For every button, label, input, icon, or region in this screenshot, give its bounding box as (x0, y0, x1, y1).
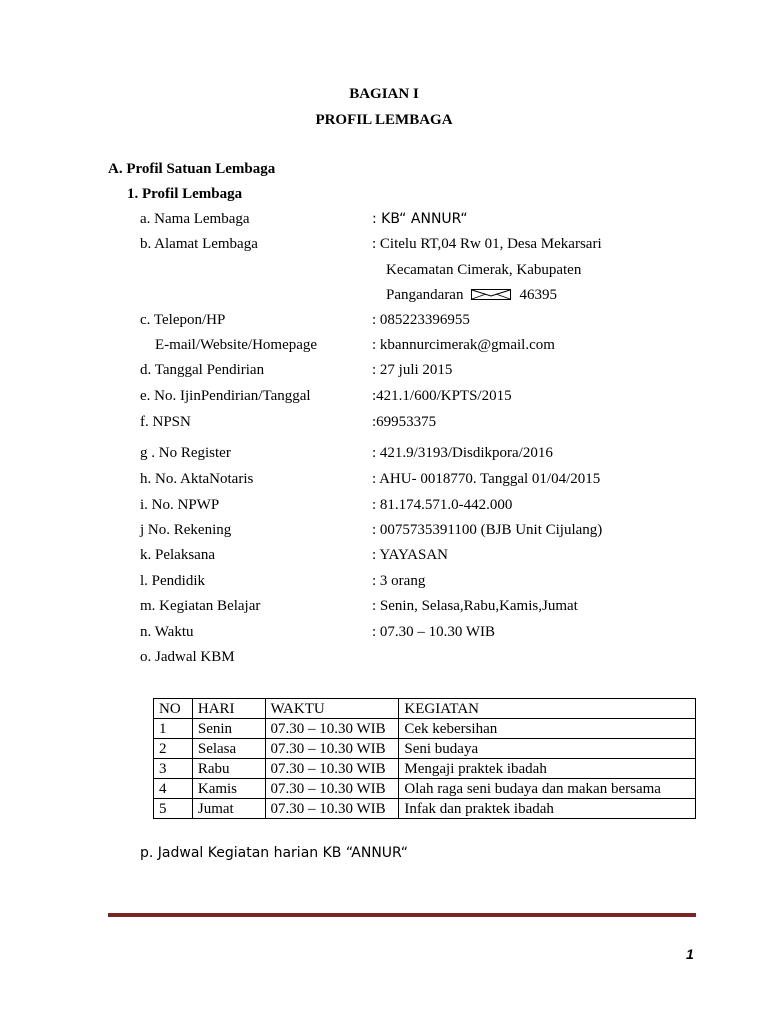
subsection-1-heading: 1. Profil Lembaga (127, 186, 243, 202)
table-cell: 07.30 – 10.30 WIB (265, 799, 399, 819)
page-number: 1 (686, 946, 694, 962)
field-label-nama: a. Nama Lembaga (140, 211, 250, 227)
table-cell: Rabu (192, 759, 265, 779)
field-label-npsn: f. NPSN (140, 414, 191, 430)
table-cell: 3 (154, 759, 193, 779)
table-cell: 1 (154, 719, 193, 739)
table-cell: 07.30 – 10.30 WIB (265, 779, 399, 799)
table-header-row (154, 699, 696, 719)
field-label-jadwal-kbm: o. Jadwal KBM (140, 649, 235, 665)
page-title: PROFIL LEMBAGA (315, 112, 453, 128)
field-label-kegiatan-belajar: m. Kegiatan Belajar (140, 598, 261, 614)
table-row (154, 799, 696, 819)
field-value-rekening: : 0075735391100 (BJB Unit Cijulang) (372, 522, 603, 538)
table-row (154, 759, 696, 779)
field-value-nama: : KB“ ANNUR“ (372, 211, 468, 227)
field-value-register: : 421.9/3193/Disdikpora/2016 (372, 445, 553, 461)
field-value-tanggal-pendirian: : 27 juli 2015 (372, 362, 453, 378)
field-value-pendidik: : 3 orang (372, 573, 426, 589)
table-cell: 07.30 – 10.30 WIB (265, 759, 399, 779)
field-value-ijin: :421.1/600/KPTS/2015 (372, 388, 512, 404)
postal-code: 46395 (519, 287, 557, 303)
field-label-telepon: c. Telepon/HP (140, 312, 226, 328)
field-value-pelaksana: : YAYASAN (372, 547, 448, 563)
table-cell: 2 (154, 739, 193, 759)
table-header-cell: HARI (192, 699, 265, 719)
field-label-pendidik: l. Pendidik (140, 573, 206, 589)
field-value-alamat-2: Kecamatan Cimerak, Kabupaten (386, 262, 582, 278)
field-value-akta: : AHU- 0018770. Tanggal 01/04/2015 (372, 471, 601, 487)
field-label-waktu: n. Waktu (140, 624, 194, 640)
field-value-npsn: :69953375 (372, 414, 437, 430)
field-label-email: E-mail/Website/Homepage (155, 337, 318, 353)
field-value-alamat-3 (386, 286, 557, 304)
table-cell: Mengaji praktek ibadah (399, 759, 696, 779)
table-cell: Cek kebersihan (399, 719, 696, 739)
table-header-cell: KEGIATAN (399, 699, 696, 719)
field-label-ijin: e. No. IjinPendirian/Tanggal (140, 388, 311, 404)
field-label-rekening: j No. Rekening (140, 522, 232, 538)
table-row (154, 779, 696, 799)
table-cell: Senin (192, 719, 265, 739)
field-label-tanggal-pendirian: d. Tanggal Pendirian (140, 362, 265, 378)
table-header-cell: NO (154, 699, 193, 719)
field-value-alamat-1: : Citelu RT,04 Rw 01, Desa Mekarsari (372, 236, 602, 252)
table-cell: Infak dan praktek ibadah (399, 799, 696, 819)
field-label-register: g . No Register (140, 445, 231, 461)
table-cell: 4 (154, 779, 193, 799)
field-label-pelaksana: k. Pelaksana (140, 547, 215, 563)
table-cell: 07.30 – 10.30 WIB (265, 739, 399, 759)
footer-rule (108, 913, 696, 917)
table-cell: Jumat (192, 799, 265, 819)
field-value-telepon: : 085223396955 (372, 312, 470, 328)
city-name: Pangandaran (386, 287, 464, 303)
field-label-akta: h. No. AktaNotaris (140, 471, 254, 487)
envelope-icon (471, 287, 511, 298)
table-cell: Kamis (192, 779, 265, 799)
section-heading: BAGIAN I (349, 86, 419, 102)
table-cell: Olah raga seni budaya dan makan bersama (399, 779, 696, 799)
section-a-heading: A. Profil Satuan Lembaga (108, 161, 276, 177)
table-cell: Seni budaya (399, 739, 696, 759)
field-label-jadwal-harian: p. Jadwal Kegiatan harian KB “ANNUR“ (140, 845, 409, 861)
field-value-npwp: : 81.174.571.0-442.000 (372, 497, 513, 513)
table-row (154, 719, 696, 739)
table-cell: 5 (154, 799, 193, 819)
field-value-waktu: : 07.30 – 10.30 WIB (372, 624, 496, 640)
table-cell: Selasa (192, 739, 265, 759)
kbm-schedule-table (153, 698, 696, 819)
table-header-cell: WAKTU (265, 699, 399, 719)
field-label-alamat: b. Alamat Lembaga (140, 236, 258, 252)
field-value-email: : kbannurcimerak@gmail.com (372, 337, 555, 353)
field-value-kegiatan-belajar: : Senin, Selasa,Rabu,Kamis,Jumat (372, 598, 578, 614)
table-row (154, 739, 696, 759)
table-cell: 07.30 – 10.30 WIB (265, 719, 399, 739)
field-label-npwp: i. No. NPWP (140, 497, 220, 513)
